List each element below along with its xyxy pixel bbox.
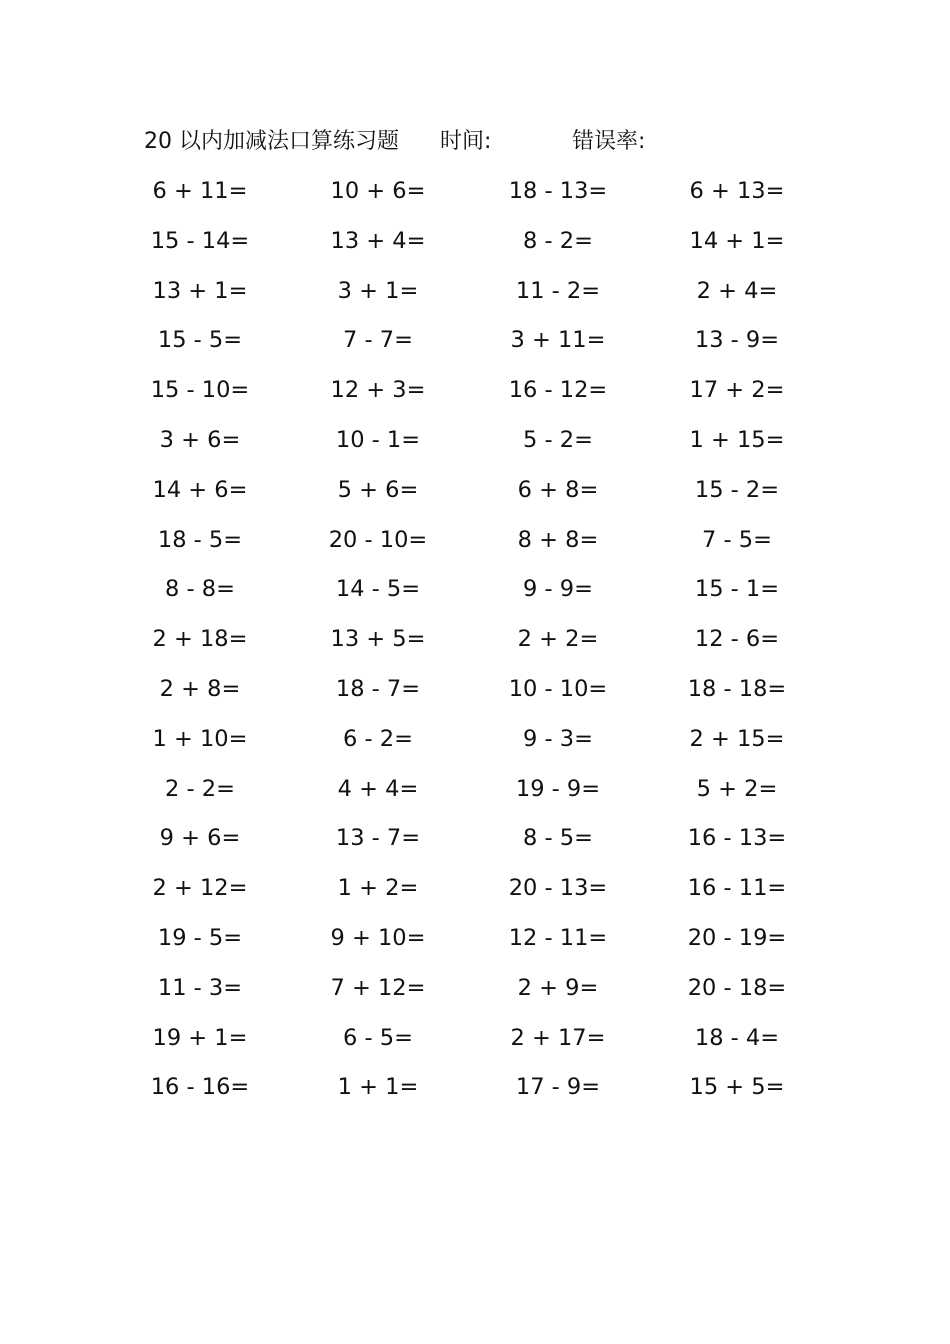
arithmetic-problem: 3 + 1=: [337, 277, 419, 304]
problem-row: [140, 969, 800, 1019]
arithmetic-problem: 19 - 5=: [157, 924, 243, 951]
arithmetic-problem: 5 + 2=: [696, 775, 778, 802]
arithmetic-problem: 19 + 1=: [152, 1024, 248, 1051]
arithmetic-problem: 12 + 3=: [330, 377, 426, 404]
arithmetic-problem: 15 + 5=: [689, 1074, 785, 1101]
problem-row: [140, 272, 800, 322]
arithmetic-problem: 1 + 10=: [152, 725, 248, 752]
problem-row: [140, 521, 800, 571]
problem-row: [140, 222, 800, 272]
problem-row: [140, 1019, 800, 1069]
arithmetic-problem: 20 - 18=: [687, 974, 787, 1001]
arithmetic-problem: 16 - 16=: [150, 1074, 250, 1101]
arithmetic-problem: 18 - 7=: [335, 675, 421, 702]
arithmetic-problem: 10 - 10=: [508, 675, 608, 702]
arithmetic-problem: 1 + 1=: [337, 1074, 419, 1101]
arithmetic-problem: 2 + 12=: [152, 875, 248, 902]
arithmetic-problem: 17 + 2=: [689, 377, 785, 404]
problem-row: [140, 471, 800, 521]
arithmetic-problem: 18 - 4=: [694, 1024, 780, 1051]
arithmetic-problem: 11 - 3=: [157, 974, 243, 1001]
problem-row: [140, 869, 800, 919]
arithmetic-problem: 2 + 15=: [689, 725, 785, 752]
time-label: 时间:: [440, 129, 492, 154]
problem-row: [140, 620, 800, 670]
problem-row: [140, 670, 800, 720]
arithmetic-problem: 6 + 8=: [517, 476, 599, 503]
problem-row: [140, 172, 800, 222]
arithmetic-problem: 10 + 6=: [330, 178, 426, 204]
arithmetic-problem: 5 + 6=: [337, 476, 419, 503]
arithmetic-problem: 20 - 13=: [508, 875, 608, 902]
problem-row: [140, 770, 800, 820]
arithmetic-problem: 15 - 2=: [694, 476, 780, 503]
problem-row: [140, 1068, 800, 1118]
arithmetic-problem: 18 - 5=: [157, 526, 243, 553]
arithmetic-problem: 6 + 11=: [152, 178, 248, 204]
problem-row: [140, 371, 800, 421]
arithmetic-problem: 3 + 11=: [510, 327, 606, 354]
arithmetic-problem: 15 - 10=: [150, 377, 250, 404]
arithmetic-problem: 6 + 13=: [689, 178, 785, 204]
problem-grid: [140, 172, 800, 1118]
arithmetic-problem: 14 + 6=: [152, 476, 248, 503]
arithmetic-problem: 13 + 5=: [330, 626, 426, 653]
arithmetic-problem: 14 + 1=: [689, 227, 785, 254]
arithmetic-problem: 20 - 10=: [328, 526, 428, 553]
worksheet-title: 20 以内加减法口算练习题: [144, 129, 399, 154]
arithmetic-problem: 10 - 1=: [335, 426, 421, 453]
arithmetic-problem: 9 + 10=: [330, 924, 426, 951]
problem-row: [140, 720, 800, 770]
arithmetic-problem: 3 + 6=: [159, 426, 241, 453]
arithmetic-problem: 13 + 1=: [152, 277, 248, 304]
arithmetic-problem: 11 - 2=: [515, 277, 601, 304]
arithmetic-problem: 1 + 2=: [337, 875, 419, 902]
arithmetic-problem: 4 + 4=: [337, 775, 419, 802]
arithmetic-problem: 20 - 19=: [687, 924, 787, 951]
arithmetic-problem: 2 + 8=: [159, 675, 241, 702]
arithmetic-problem: 12 - 11=: [508, 924, 608, 951]
arithmetic-problem: 17 - 9=: [515, 1074, 601, 1101]
arithmetic-problem: 6 - 2=: [343, 725, 413, 752]
arithmetic-problem: 2 - 2=: [165, 775, 235, 802]
arithmetic-problem: 1 + 15=: [689, 426, 785, 453]
arithmetic-problem: 13 - 9=: [694, 327, 780, 354]
arithmetic-problem: 9 - 9=: [523, 576, 593, 603]
arithmetic-problem: 2 + 17=: [510, 1024, 606, 1051]
arithmetic-problem: 2 + 2=: [517, 626, 599, 653]
problem-row: [140, 570, 800, 620]
arithmetic-problem: 8 - 8=: [165, 576, 235, 603]
arithmetic-problem: 2 + 4=: [696, 277, 778, 304]
arithmetic-problem: 15 - 5=: [157, 327, 243, 354]
arithmetic-problem: 2 + 9=: [517, 974, 599, 1001]
arithmetic-problem: 7 - 7=: [343, 327, 413, 354]
problem-row: [140, 819, 800, 869]
arithmetic-problem: 14 - 5=: [335, 576, 421, 603]
arithmetic-problem: 12 - 6=: [694, 626, 780, 653]
arithmetic-problem: 13 - 7=: [335, 825, 421, 852]
arithmetic-problem: 6 - 5=: [343, 1024, 413, 1051]
arithmetic-problem: 2 + 18=: [152, 626, 248, 653]
problem-row: [140, 321, 800, 371]
arithmetic-problem: 13 + 4=: [330, 227, 426, 254]
arithmetic-problem: 7 + 12=: [330, 974, 426, 1001]
arithmetic-problem: 18 - 13=: [508, 178, 608, 204]
arithmetic-problem: 9 - 3=: [523, 725, 593, 752]
arithmetic-problem: 5 - 2=: [523, 426, 593, 453]
problem-row: [140, 421, 800, 471]
arithmetic-problem: 8 - 5=: [523, 825, 593, 852]
arithmetic-problem: 16 - 11=: [687, 875, 787, 902]
arithmetic-problem: 8 - 2=: [523, 227, 593, 254]
arithmetic-problem: 19 - 9=: [515, 775, 601, 802]
worksheet-header: [144, 124, 824, 160]
arithmetic-problem: 16 - 12=: [508, 377, 608, 404]
arithmetic-problem: 9 + 6=: [159, 825, 241, 852]
error-rate-label: 错误率:: [572, 129, 646, 154]
problem-row: [140, 919, 800, 969]
arithmetic-problem: 15 - 1=: [694, 576, 780, 603]
arithmetic-problem: 7 - 5=: [702, 526, 772, 553]
arithmetic-problem: 8 + 8=: [517, 526, 599, 553]
arithmetic-problem: 16 - 13=: [687, 825, 787, 852]
arithmetic-problem: 18 - 18=: [687, 675, 787, 702]
arithmetic-problem: 15 - 14=: [150, 227, 250, 254]
